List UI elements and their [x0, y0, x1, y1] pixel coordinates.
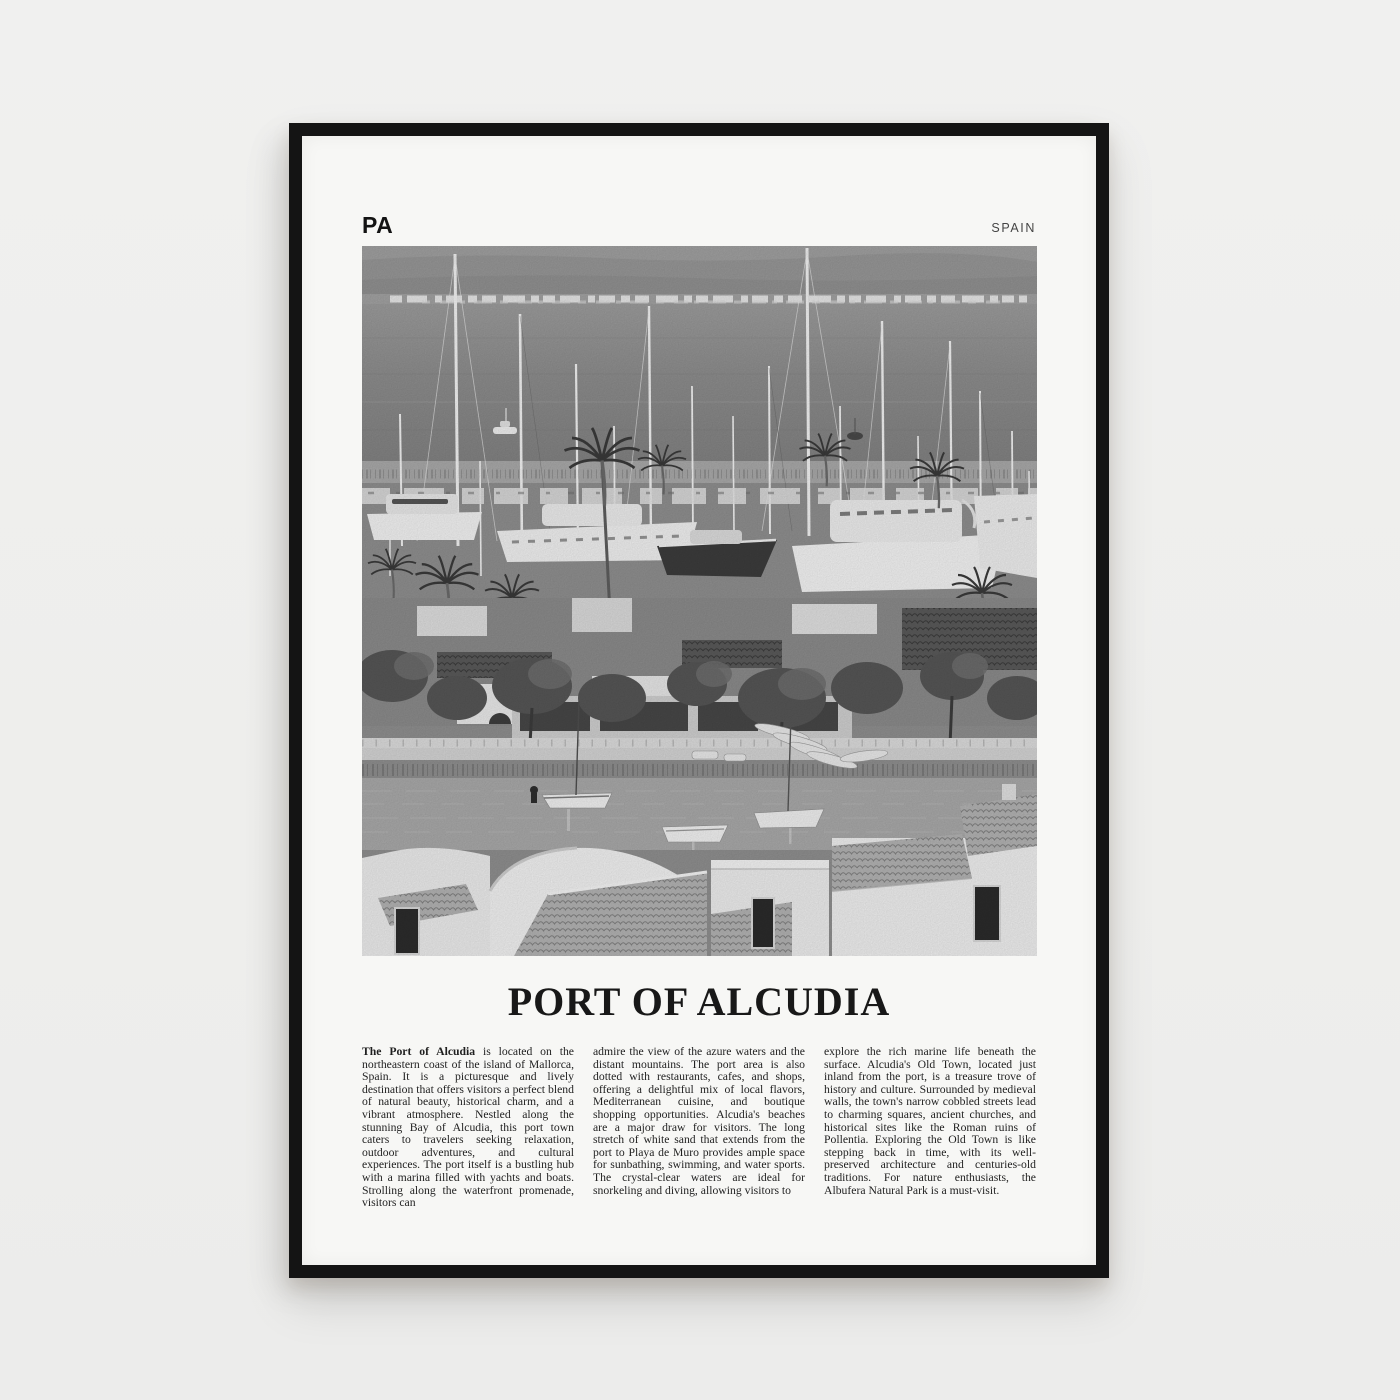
- article-column-3-text: explore the rich marine life beneath the surface. Alcudia's Old Town, located just inland from the port, is a treasure trove of history and culture. Surrounded by medieval walls, the town's narrow cobbled streets lead to charming squares, ancient churches, and historical sites like the Roman ruins of Pollentia. Exploring the Old Town is like stepping back in time, with its well-preserved architecture and centuries-old traditions. For nature enthusiasts, the Albufera Natural Park is a must-visit.: [824, 1045, 1036, 1197]
- poster-initials: PA: [362, 212, 394, 238]
- poster-frame: [289, 123, 1109, 1278]
- poster-country-label: SPAIN: [991, 220, 1036, 235]
- poster-header: [362, 136, 1036, 237]
- article-column-1: [362, 1046, 574, 1210]
- article-column-1-text: is located on the northeastern coast of the island of Mallorca, Spain. It is a picturesque and lively destination that offers visitors a perfect blend of natural beauty, historical charm, and a vibrant atmosphere. Nestled along the stunning Bay of Alcudia, this port town caters to travelers seeking relaxation, outdoor adventures, and cultural experiences. The port itself is a bustling hub with a marina filled with yachts and boats. Strolling along the waterfront promenade, visitors can: [362, 1045, 574, 1210]
- article-column-2: [593, 1046, 805, 1210]
- poster-photo: [362, 246, 1037, 956]
- article-lead: The Port of Alcudia: [362, 1045, 476, 1058]
- photo-illustration: [362, 246, 1037, 956]
- poster: [302, 136, 1096, 1265]
- poster-article: [362, 1046, 1036, 1210]
- photo-grain: [362, 246, 1037, 956]
- article-column-3: [824, 1046, 1036, 1210]
- poster-title: PORT OF ALCUDIA: [507, 979, 891, 1024]
- article-column-2-text: admire the view of the azure waters and the distant mountains. The port area is also dotted with restaurants, cafes, and shops, offering a delightful mix of local flavors, Mediterranean cuisine, and boutique shopping opportunities. Alcudia's beaches are a major draw for visitors. The long stretch of white sand that extends from the port to Playa de Muro provides ample space for sunbathing, swimming, and water sports. The crystal-clear waters are ideal for snorkeling and diving, allowing visitors to: [593, 1045, 805, 1197]
